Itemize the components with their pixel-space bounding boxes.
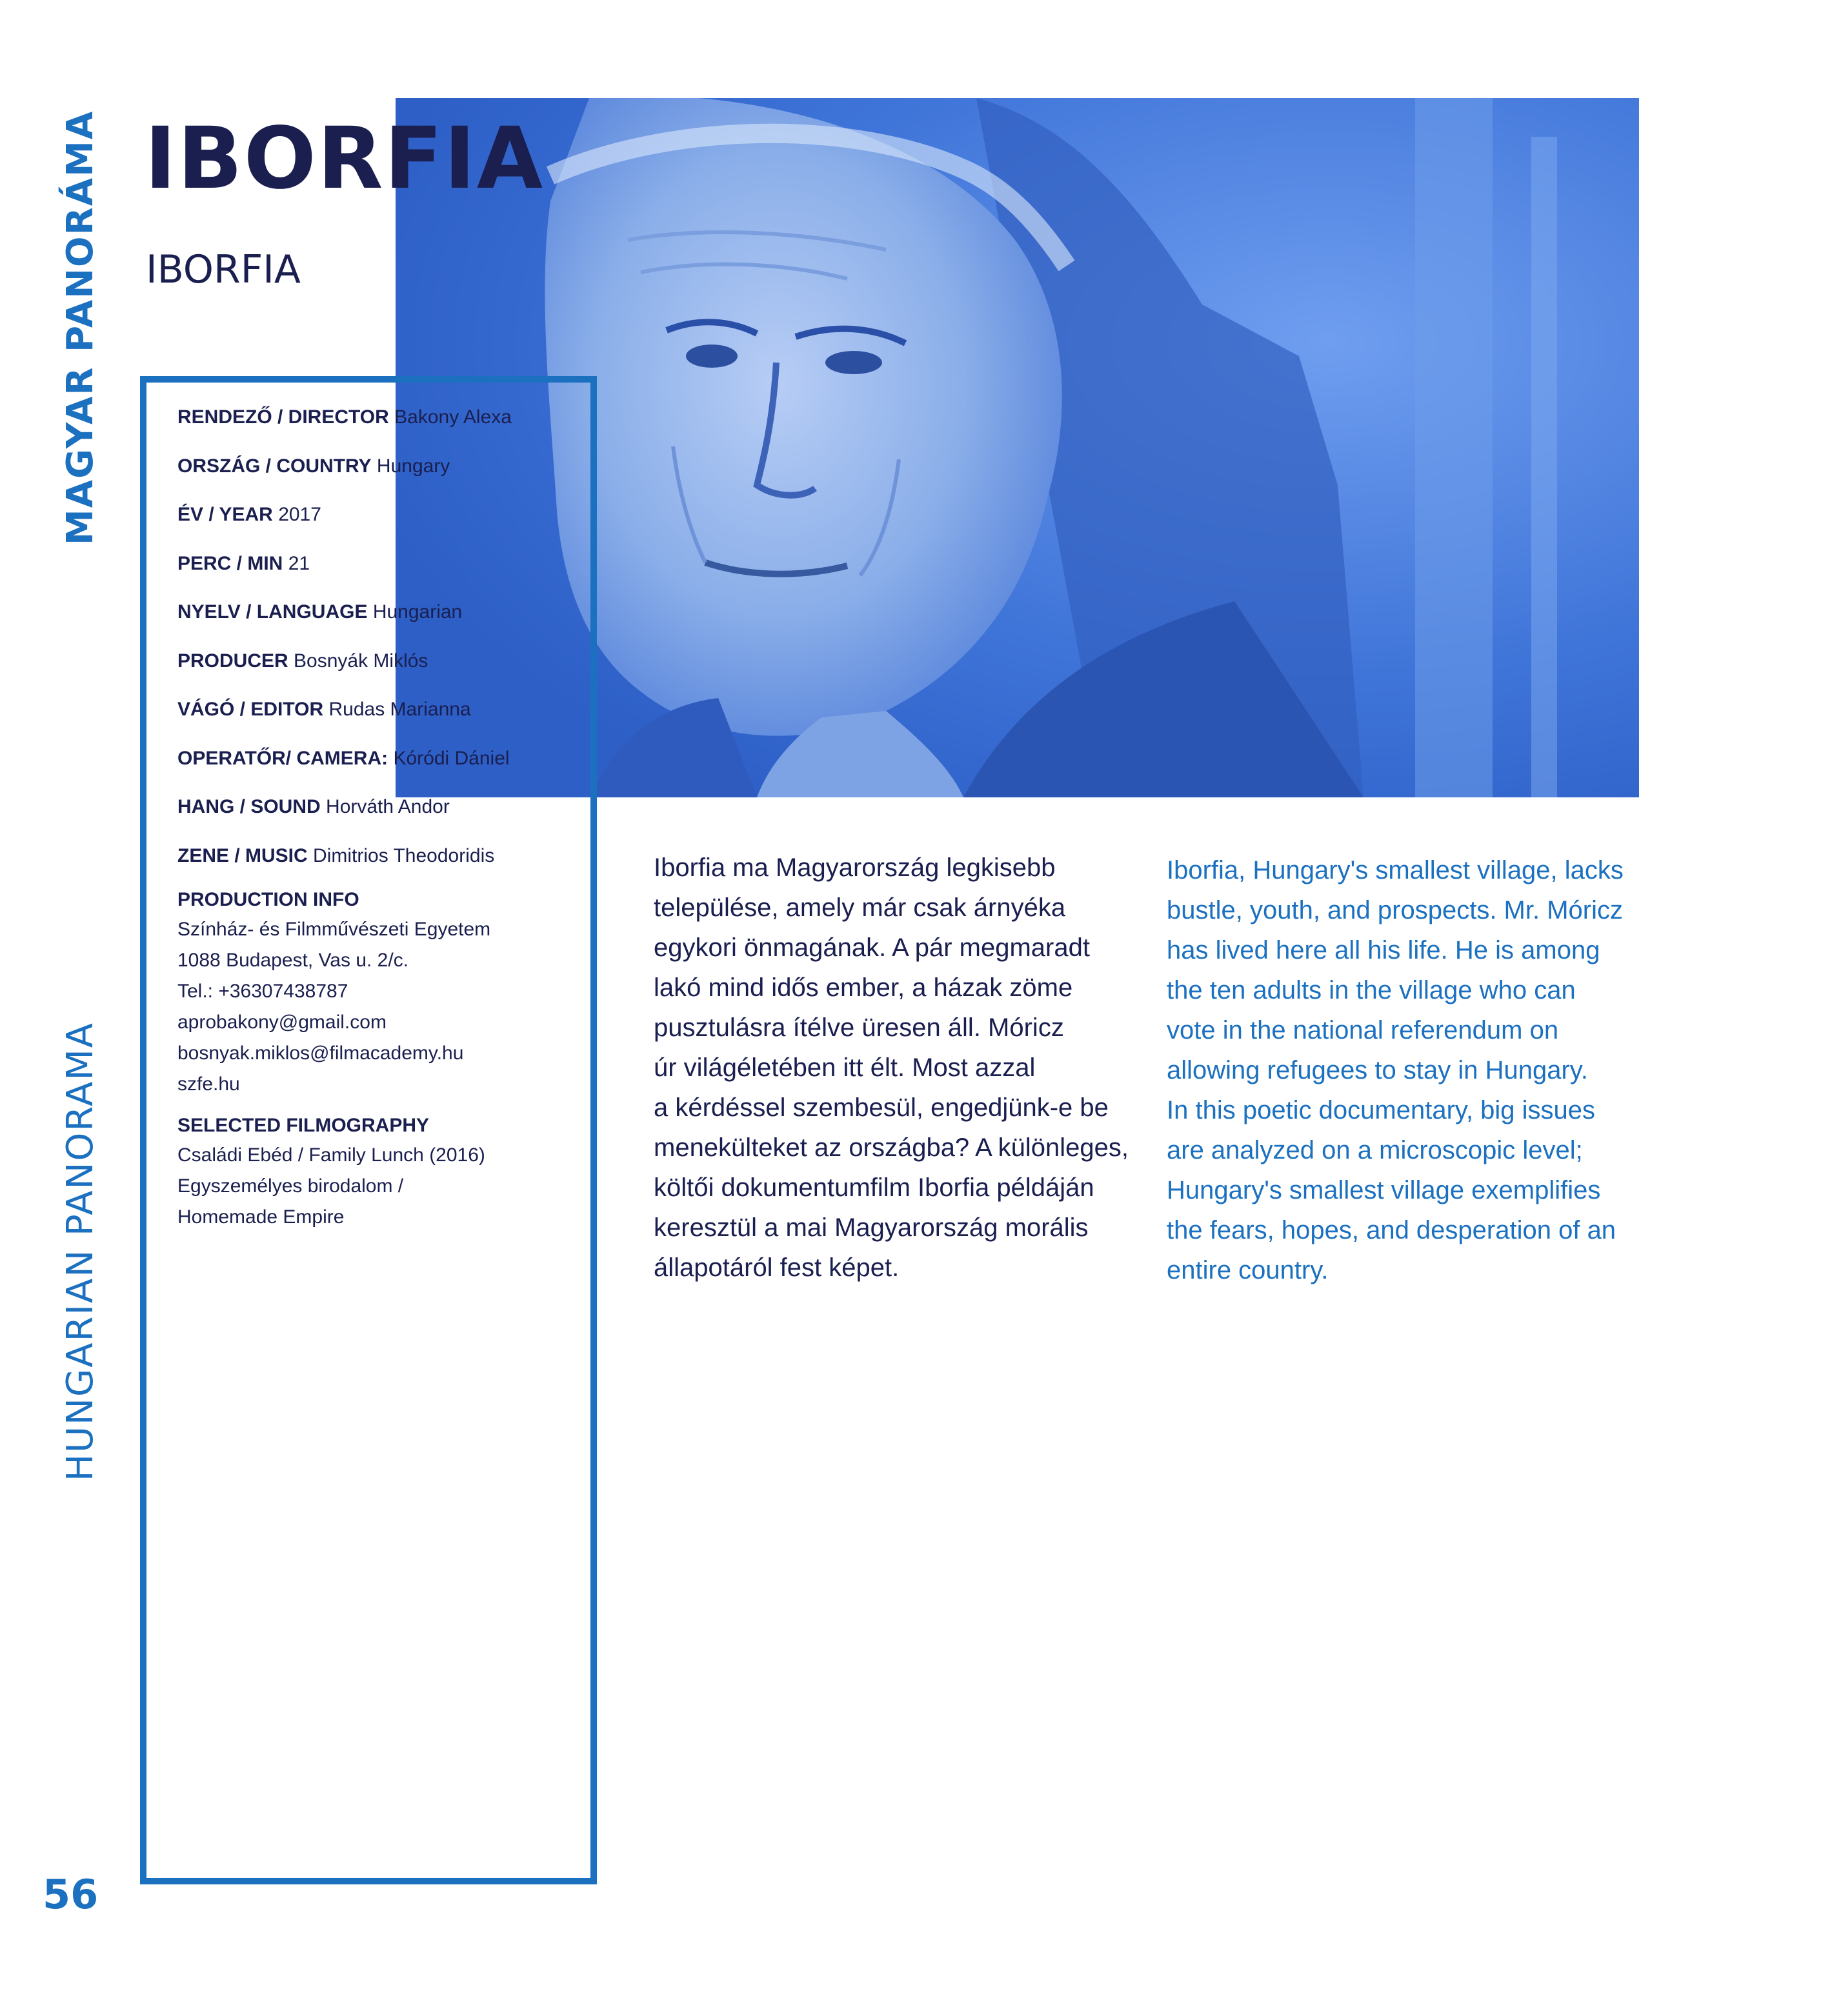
credit-editor — [177, 695, 616, 744]
credit-label: PERC / MIN — [177, 552, 283, 574]
filmography-line: Homemade Empire — [177, 1206, 345, 1228]
credit-country — [177, 452, 616, 501]
synopsis-line: költői dokumentumfilm Iborfia példáján — [654, 1173, 1094, 1202]
production-info-email[interactable]: bosnyak.miklos@filmacademy.hu — [177, 1042, 464, 1064]
production-info-website[interactable]: szfe.hu — [177, 1073, 240, 1095]
credit-value: Hungarian — [372, 601, 463, 623]
credit-year — [177, 501, 616, 550]
credit-label: ÉV / YEAR — [177, 504, 273, 525]
section-label-hungarian: MAGYAR PANORÁMA — [59, 110, 101, 545]
credit-value: Bakony Alexa — [394, 406, 512, 428]
synopsis-line: Hungary's smallest village exemplifies — [1167, 1176, 1601, 1204]
credit-label: RENDEZŐ / DIRECTOR — [177, 406, 389, 428]
credit-value: 21 — [288, 552, 310, 574]
filmography-line: Családi Ebéd / Family Lunch (2016) — [177, 1144, 485, 1166]
synopsis-line: has lived here all his life. He is among — [1167, 936, 1600, 964]
synopsis-line: the fears, hopes, and desperation of an — [1167, 1216, 1616, 1244]
credit-label: OPERATŐR/ CAMERA: — [177, 747, 388, 769]
synopsis-line: állapotáról fest képet. — [654, 1253, 900, 1282]
credit-value: Bosnyák Miklós — [294, 650, 428, 672]
production-info-line: Színház- és Filmművészeti Egyetem — [177, 918, 491, 940]
credit-value: Dimitrios Theodoridis — [313, 844, 495, 866]
production-info-heading: PRODUCTION INFO — [177, 888, 359, 910]
credit-producer — [177, 647, 616, 696]
credit-label: PRODUCER — [177, 650, 288, 672]
film-title: IBORFIA — [145, 109, 545, 208]
credit-value: 2017 — [278, 504, 321, 525]
production-info-email[interactable]: aprobakony@gmail.com — [177, 1011, 387, 1033]
synopsis-line: menekülteket az országba? A különleges, — [654, 1133, 1129, 1162]
synopsis-line: települése, amely már csak árnyéka — [654, 893, 1066, 922]
synopsis-line: pusztulásra ítélve üresen áll. Móricz — [654, 1013, 1064, 1042]
synopsis-line: entire country. — [1167, 1256, 1329, 1284]
credit-director — [177, 403, 616, 452]
synopsis-hungarian — [654, 848, 1144, 1288]
credit-label: ORSZÁG / COUNTRY — [177, 455, 372, 477]
credits-panel — [177, 403, 616, 1233]
credit-sound — [177, 793, 616, 842]
synopsis-line: the ten adults in the village who can — [1167, 976, 1576, 1004]
credit-minutes — [177, 550, 616, 599]
credit-language — [177, 598, 616, 647]
credit-label: ZENE / MUSIC — [177, 844, 308, 866]
credit-value: Kóródi Dániel — [393, 747, 510, 769]
credit-label: VÁGÓ / EDITOR — [177, 699, 324, 720]
synopsis-line: keresztül a mai Magyarország morális — [654, 1213, 1089, 1242]
synopsis-line: bustle, youth, and prospects. Mr. Móricz — [1167, 896, 1623, 924]
synopsis-line: egykori önmagának. A pár megmaradt — [654, 933, 1090, 962]
synopsis-line: vote in the national referendum on — [1167, 1016, 1559, 1044]
filmography-line: Egyszemélyes birodalom / — [177, 1175, 404, 1197]
credit-camera — [177, 744, 616, 793]
synopsis-line: a kérdéssel szembesül, engedjünk-e be — [654, 1093, 1109, 1122]
credit-label: NYELV / LANGUAGE — [177, 601, 368, 623]
production-info-line: 1088 Budapest, Vas u. 2/c. — [177, 949, 409, 971]
page-number: 56 — [43, 1871, 99, 1918]
film-original-title: IBORFIA — [146, 247, 301, 292]
synopsis-line: are analyzed on a microscopic level; — [1167, 1136, 1583, 1164]
section-label-english: HUNGARIAN PANORAMA — [59, 1021, 101, 1482]
production-info-line: Tel.: +36307438787 — [177, 980, 348, 1002]
synopsis-line: In this poetic documentary, big issues — [1167, 1096, 1596, 1124]
credit-value: Rudas Marianna — [328, 699, 471, 720]
synopsis-line: lakó mind idős ember, a házak zöme — [654, 973, 1073, 1002]
synopsis-english — [1167, 850, 1657, 1290]
credit-label: HANG / SOUND — [177, 796, 321, 817]
synopsis-line: allowing refugees to stay in Hungary. — [1167, 1056, 1588, 1084]
synopsis-line: Iborfia ma Magyarország legkisebb — [654, 853, 1056, 882]
credit-music — [177, 842, 616, 883]
synopsis-line: Iborfia, Hungary's smallest village, lacks — [1167, 856, 1624, 884]
synopsis-line: úr világéletében itt élt. Most azzal — [654, 1053, 1036, 1082]
credit-value: Horváth Andor — [326, 796, 450, 817]
credit-value: Hungary — [376, 455, 450, 477]
filmography-heading: SELECTED FILMOGRAPHY — [177, 1114, 430, 1136]
